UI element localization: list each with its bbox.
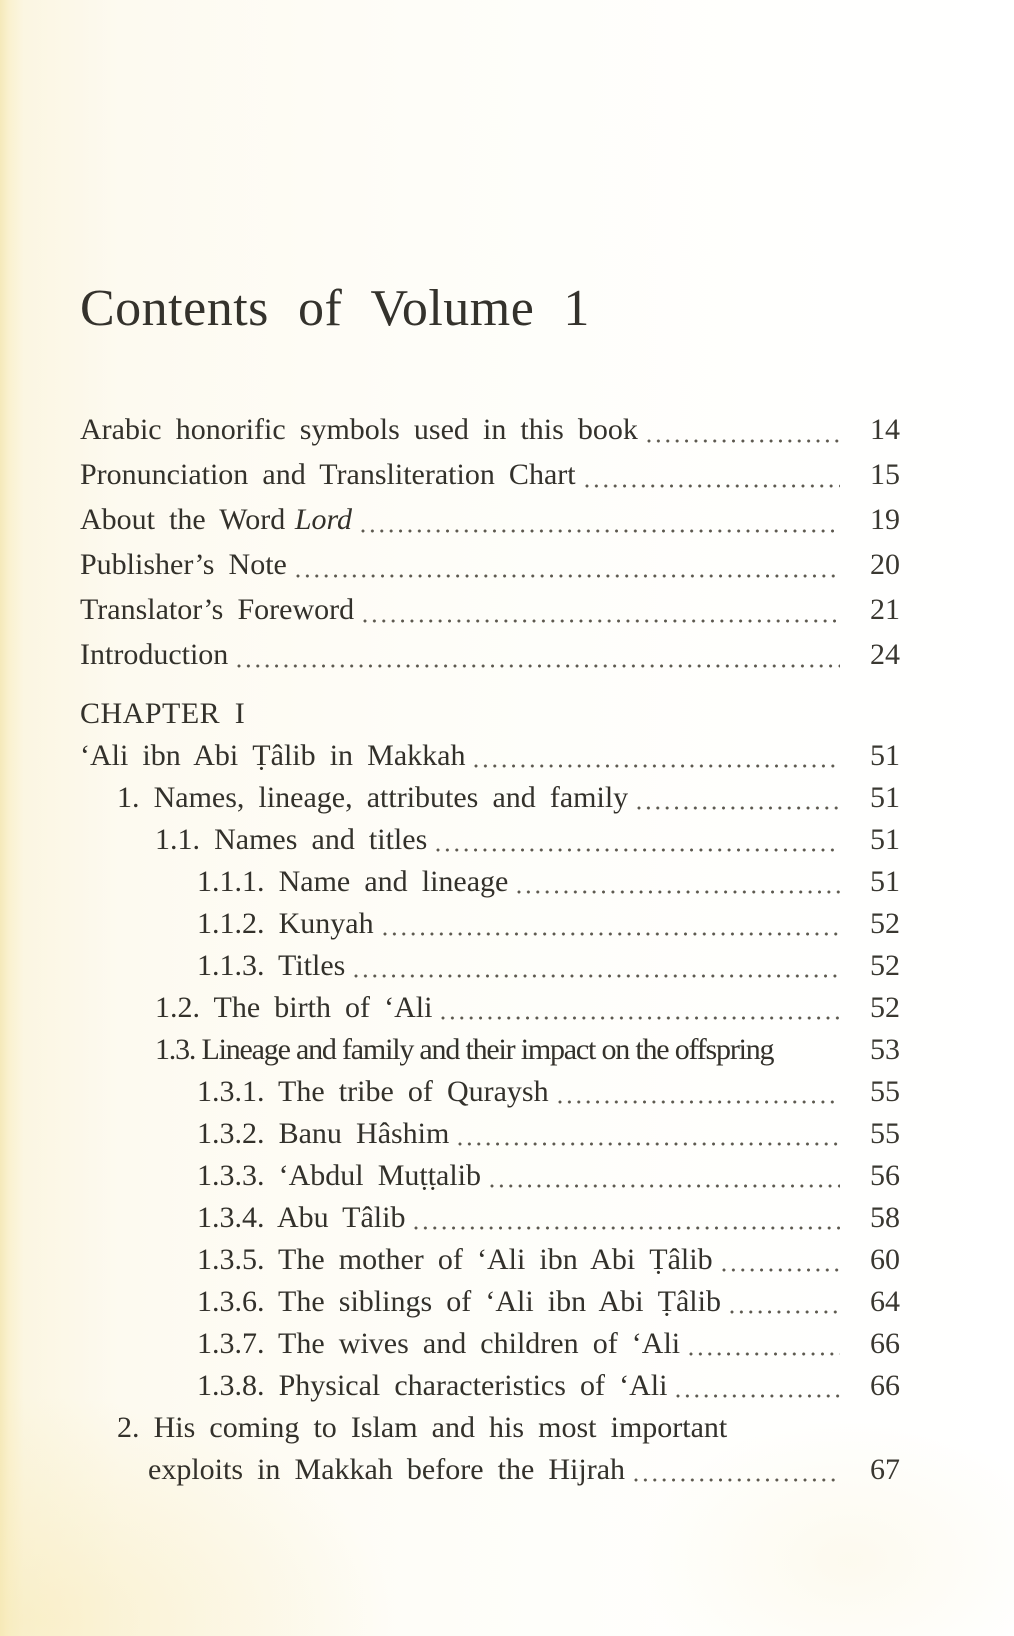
toc-entry-page: 51 — [870, 739, 900, 772]
toc-entry-page: 21 — [870, 593, 900, 626]
toc-entry-page: 52 — [870, 949, 900, 982]
toc-entry-label: Introduction — [80, 638, 229, 671]
toc-entry-label: 1.3.5. The mother of ‘Ali ibn Abi Ṭâlib — [197, 1243, 713, 1276]
dot-leader — [558, 1100, 840, 1104]
chapter-heading-label: CHAPTER I — [80, 697, 246, 730]
toc-front-matter-list — [80, 407, 900, 677]
toc-entry-page: 52 — [870, 991, 900, 1024]
toc-entry — [197, 1323, 900, 1365]
dot-leader — [363, 619, 840, 623]
toc-entry-label: Arabic honorific symbols used in this book — [80, 413, 638, 446]
toc-entry — [80, 632, 900, 677]
toc-entry-label: Translator’s Foreword — [80, 593, 355, 626]
toc-entry-label: 1.1.3. Titles — [197, 949, 346, 982]
toc-entry-label: ‘Ali ibn Abi Ṭâlib in Makkah — [80, 739, 466, 772]
toc-entry-page: 15 — [870, 458, 900, 491]
toc-entry — [197, 1365, 900, 1407]
dot-leader — [436, 848, 840, 852]
toc-entry — [80, 407, 900, 452]
toc-entry-label: Publisher’s Note — [80, 548, 287, 581]
toc-entry-page: 51 — [870, 823, 900, 856]
toc-entry-label: 2. His coming to Islam and his most important — [117, 1411, 728, 1444]
dot-leader — [361, 529, 840, 533]
toc-entry-page: 53 — [870, 1033, 900, 1066]
dot-leader — [637, 806, 840, 810]
toc-entry-page: 14 — [870, 413, 900, 446]
dot-leader — [414, 1226, 840, 1230]
dot-leader — [517, 890, 840, 894]
toc-entry — [197, 861, 900, 903]
toc-entry — [155, 1029, 900, 1071]
toc-entry — [197, 1281, 900, 1323]
toc-entry — [197, 945, 900, 987]
toc-entry — [197, 1239, 900, 1281]
page-title: Contents of Volume 1 — [80, 280, 590, 337]
toc-entry-page: 56 — [870, 1159, 900, 1192]
toc-entry-page: 55 — [870, 1117, 900, 1150]
toc-entry — [80, 542, 900, 587]
dot-leader — [296, 574, 840, 578]
toc-entry-label: exploits in Makkah before the Hijrah — [148, 1453, 626, 1486]
dot-leader — [490, 1184, 840, 1188]
toc-entry-page: 51 — [870, 865, 900, 898]
toc-entry-label: Pronunciation and Transliteration Chart — [80, 458, 576, 491]
toc-entry — [80, 497, 900, 542]
dot-leader — [722, 1268, 840, 1272]
toc-entry — [80, 587, 900, 632]
toc-entry-wrapped-line2 — [148, 1449, 900, 1491]
toc-entry — [80, 452, 900, 497]
toc-entry-page: 67 — [870, 1453, 900, 1486]
dot-leader — [354, 974, 840, 978]
toc-entry — [197, 1071, 900, 1113]
toc-entry-page: 60 — [870, 1243, 900, 1276]
toc-entry-page: 19 — [870, 503, 900, 536]
toc-entry — [197, 1197, 900, 1239]
chapter-heading — [80, 693, 900, 735]
toc-entry-label: 1.3.7. The wives and children of ‘Ali — [197, 1327, 681, 1360]
toc-entry-page: 58 — [870, 1201, 900, 1234]
toc-entry-wrapped-line1 — [117, 1407, 900, 1449]
toc-entry-label: 1.3. Lineage and family and their impact on the offspring — [155, 1033, 774, 1066]
dot-leader — [647, 439, 840, 443]
toc-entry-label: 1.1.1. Name and lineage — [197, 865, 509, 898]
toc-entry-page: 64 — [870, 1285, 900, 1318]
dot-leader — [474, 764, 840, 768]
toc-entry — [155, 987, 900, 1029]
dot-leader — [585, 484, 840, 488]
toc-entry-label: About the Word — [80, 503, 286, 536]
toc-entry-label: 1.1. Names and titles — [155, 823, 428, 856]
toc-entry — [197, 1155, 900, 1197]
dot-leader — [237, 664, 840, 668]
dot-leader — [676, 1394, 840, 1398]
toc-entry-label: 1. Names, lineage, attributes and family — [117, 781, 629, 814]
toc-entry-label: 1.2. The birth of ‘Ali — [155, 991, 433, 1024]
dot-leader — [730, 1310, 840, 1314]
toc-entry — [117, 777, 900, 819]
toc-entry — [80, 735, 900, 777]
toc-entry-label: 1.3.3. ‘Abdul Muṭṭalib — [197, 1159, 482, 1192]
toc-entry-label: 1.1.2. Kunyah — [197, 907, 374, 940]
toc-entry-page: 55 — [870, 1075, 900, 1108]
dot-leader — [383, 932, 840, 936]
dot-leader — [458, 1142, 840, 1146]
toc-entry-page: 24 — [870, 638, 900, 671]
toc-entry — [155, 819, 900, 861]
toc-entry-page: 51 — [870, 781, 900, 814]
dot-leader — [634, 1478, 840, 1482]
toc-entry-label: 1.3.1. The tribe of Quraysh — [197, 1075, 549, 1108]
toc-entry-label-italic: Lord — [294, 503, 353, 536]
toc-entry — [197, 1113, 900, 1155]
toc-entry-label: 1.3.4. Abu Tâlib — [197, 1201, 406, 1234]
toc-entry — [197, 903, 900, 945]
toc-entry-page: 66 — [870, 1369, 900, 1402]
dot-leader — [441, 1016, 840, 1020]
toc-entry-page: 52 — [870, 907, 900, 940]
toc-entry-label: 1.3.6. The siblings of ‘Ali ibn Abi Ṭâlib — [197, 1285, 721, 1318]
toc-chapter-section — [80, 693, 900, 1491]
dot-leader — [689, 1352, 840, 1356]
dot-leader — [782, 1058, 840, 1062]
toc-entry-label: 1.3.2. Banu Hâshim — [197, 1117, 450, 1150]
toc-entry-label: 1.3.8. Physical characteristics of ‘Ali — [197, 1369, 668, 1402]
toc-entry-page: 66 — [870, 1327, 900, 1360]
toc-entry-page: 20 — [870, 548, 900, 581]
